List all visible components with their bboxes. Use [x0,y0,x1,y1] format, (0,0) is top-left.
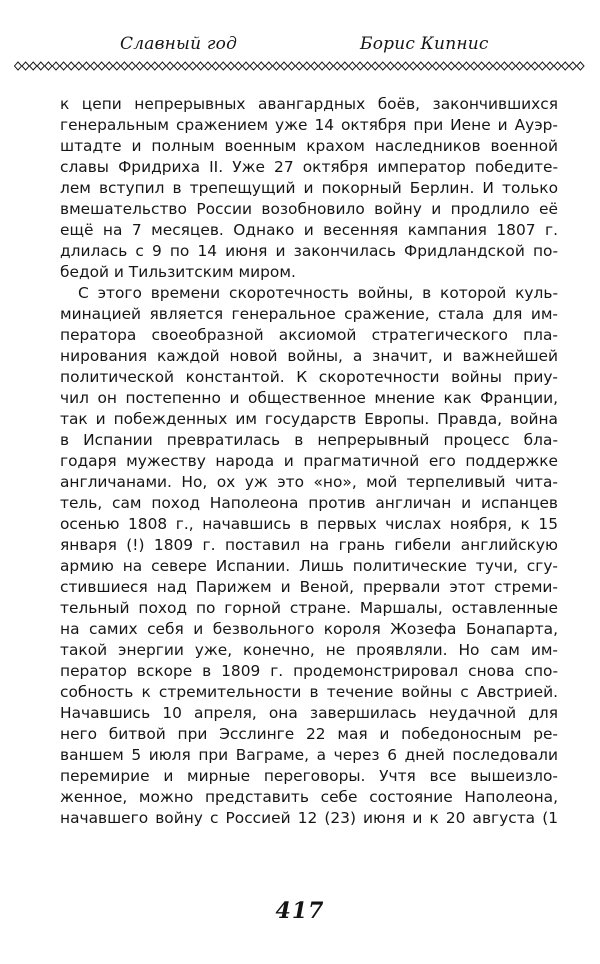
text-line: армию на севере Испании. Лишь политические тучи, сгу- [60,557,558,575]
text-line: января (!) 1809 г. поставил на грань гибели английскую [60,536,558,554]
author-name: Борис Кипнис [360,34,489,54]
text-line: тель, сам поход Наполеона против англичан и испанцев [60,494,558,512]
text-line: С этого времени скоротечность войны, в которой куль- [78,284,558,302]
text-line: вмешательство России возобновило войну и продлило её [60,200,558,218]
text-line: осенью 1808 г., начавшись в первых числах ноября, к 15 [60,515,558,533]
diamond-chain-rule-icon [14,61,586,71]
text-line: тельный поход по горной стране. Маршалы, оставленные [60,599,558,617]
text-line: нирования каждой новой войны, а значит, и важнейшей [60,347,558,365]
text-line: чил он постепенно и общественное мнение как Франции, [60,389,558,407]
text-line: к цепи непрерывных авангардных боёв, закончившихся [60,95,558,113]
text-line: штадте и полным военным крахом наследников военной [60,137,558,155]
body-text [60,94,558,829]
text-line: бедой и Тильзитским миром. [60,263,296,281]
text-line: женное, можно представить себе состояние Наполеона, [60,788,558,806]
text-line: ещё на 7 месяцев. Однако и весенняя кампания 1807 г. [60,221,558,239]
text-line: политической константой. К скоротечности войны приу- [60,368,558,386]
text-line: начавшего войну с Россией 12 (23) июня и к 20 августа (1 [60,809,558,827]
text-line: Начавшись 10 апреля, она завершилась неудачной для [60,704,558,722]
text-line: годаря мужеству народа и прагматичной его поддержке [60,452,558,470]
text-line: на самих себя и безвольного короля Жозефа Бонапарта, [60,620,558,638]
text-line: собность к стремительности в течение войны с Австрией. [60,683,558,701]
text-line: длилась с 9 по 14 июня и закончилась Фридландской по- [60,242,558,260]
text-line: перемирие и мирные переговоры. Учтя все вышеизло- [60,767,558,785]
text-line: него битвой при Эсслинге 22 мая и победоносным ре- [60,725,558,743]
text-line: ператор вскоре в 1809 г. продемонстрировал снова спо- [60,662,558,680]
text-line: лем вступил в трепещущий и покорный Берлин. И только [60,179,558,197]
text-line: так и побежденных им государств Европы. Правда, война [60,410,558,428]
running-head [0,34,600,58]
text-line: ваншем 5 июля при Ваграме, а через 6 дней последовали [60,746,558,764]
text-line: минацией является генеральное сражение, стала для им- [60,305,558,323]
text-line: англичанами. Но, ох уж это «но», мой терпеливый чита- [60,473,558,491]
text-line: ператора своеобразной аксиомой стратегического пла- [60,326,558,344]
page-number: 417 [275,898,325,924]
text-line: стившиеся над Парижем и Веной, прервали этот стреми- [60,578,558,596]
text-line: в Испании превратилась в непрерывный процесс бла- [60,431,558,449]
text-line: славы Фридриха II. Уже 27 октября император победите- [60,158,558,176]
paragraph [60,94,558,283]
paragraph [60,283,558,829]
text-line: генеральным сражением уже 14 октября при Иене и Ауэр- [60,116,558,134]
text-line: такой энергии уже, конечно, не проявляли. Но сам им- [60,641,558,659]
book-title: Славный год [120,34,238,54]
